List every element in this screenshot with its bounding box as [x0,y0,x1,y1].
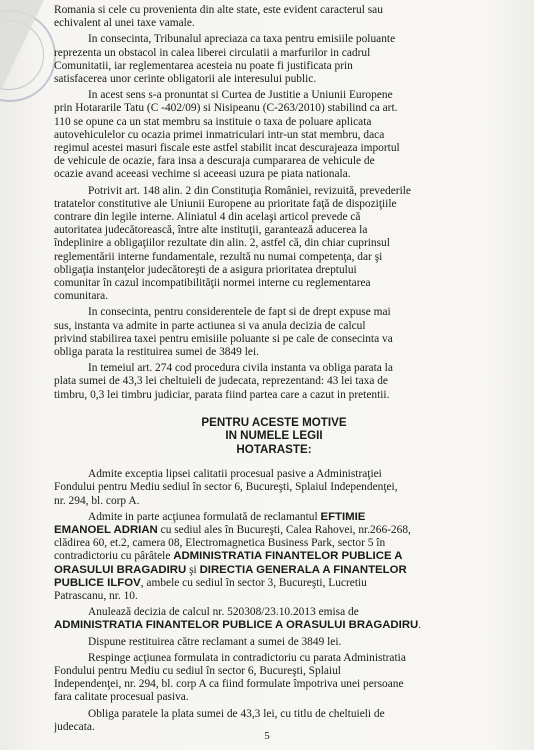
text-line: Patrascanu, nr. 10. [54,589,138,602]
text-line: plata sumei de 43,3 lei cheltuieli de judecata, reprezentand: 43 lei taxa de [54,375,388,388]
party-name: ADMINISTRATIA FINANTELOR PUBLICE A [173,550,403,563]
paragraph-1 [54,4,494,30]
text-line: 110 se opune ca un stat membru sa instituie o taxa de poluare aplicata [54,115,372,128]
text-line: Dispune restituirea către reclamant a sumei de 3849 lei. [88,635,342,648]
paragraph-8 [54,511,494,603]
party-name: DIRECTIA GENERALA A FINANTELOR [199,563,407,576]
text-line: fara calitate procesual pasiva. [54,691,189,704]
text-line: îndeplinire a obligaţiilor rezultate din alin. 2, astfel că, din chiar cuprinsul [54,237,390,250]
page-number: 5 [264,730,270,742]
text-line: clădirea 60, et.2, camera 08, Electromagnetica Business Park, sector 5 în [54,537,386,550]
text-line: Anulează decizia de calcul nr. 520308/23.10.2013 emisa de [88,606,359,619]
party-name: ORASULUI BRAGADIRU [54,563,187,576]
folded-corner [0,0,44,92]
paragraph-3 [54,89,494,181]
text-line: autoritatea judecătorească, între alte instituţii, garantează aducerea la [54,224,368,237]
text-span: contradictoriu cu pârâtele [54,550,174,563]
paragraph-7 [54,468,494,508]
paragraph-2 [54,33,494,86]
text-line: In temeiul art. 274 cod procedura civila instanta va obliga parata la [88,362,393,375]
text-line: comunitar în cazul incompatibilităţii normei interne cu reglementarea [54,277,371,290]
text-line [54,564,494,577]
text-line: Admite exceptia lipsei calitatii procesual pasive a Administraţiei [88,468,382,481]
text-span: , ambele cu sediul în sector 3, Bucureşti, Lucretiu [140,576,367,589]
text-line: sus, instanta va admite in parte actiunea si va anula decizia de calcul [54,319,366,332]
text-line: satisfacerea unor cerinte obligatorii ale interesului public. [54,73,317,86]
text-line: echivalent al unei taxe vamale. [54,17,195,30]
party-name: ADMINISTRATIA FINANTELOR PUBLICE A ORASULUI BRAGADIRU [54,619,419,632]
paragraph-11 [54,652,494,705]
text-line: Romania si cele cu provenienta din alte state, este evident caracterul sau [54,4,383,16]
text-line: reprezenta un obstacol in calea liberei circulatii a marfurilor in cadrul [54,46,371,59]
text-line: obliga parata la restituirea sumei de 3849 lei. [54,346,259,359]
text-line: Fondului pentru Mediu sediul în sector 6, Bucureşti, Splaiul Independenţei, [54,481,398,494]
text-line: autovehiculelor cu ocazia primei inmatriculari intr-un stat membru, daca [54,128,385,141]
text-span: şi [186,563,200,576]
text-line: In acest sens s-a pronuntat si Curtea de Justitie a Uniunii Europene [88,89,393,102]
document-body [54,4,494,737]
heading-line-3: HOTARASTE: [236,442,312,456]
text-line: In consecinta, pentru considerentele de fapt si de drept expuse mai [88,306,391,319]
party-name: PUBLICE ILFOV [54,576,141,589]
heading-line-1: PENTRU ACESTE MOTIVE [201,415,347,429]
ruling-heading [54,416,494,456]
text-line: contrare din legile interne. Aliniatul 4 din acelaşi articol prevede că [54,211,361,224]
text-line: Comunitatii, iar reglementarea acesteia nu poate fi justificata prin [54,59,353,72]
text-line: tratatelor constitutive ale Uniunii Europene au prioritate faţă de dispoziţiile [54,197,397,210]
text-line: judecata. [54,720,95,733]
text-line: Fondului pentru Mediu cu sediul în sector 6, Bucureşti, Splaiul [54,664,341,677]
party-name: EMANOEL ADRIAN [54,523,158,536]
text-line: regimul acestei masuri fiscale este astfel stabilit incat descurajeaza importul [54,142,400,155]
paragraph-10 [54,636,494,649]
text-line: obligaţia instanţelor judecătoreşti de a asigura prioritatea dreptului [54,263,357,276]
text-line: reglementării interne fundamentale, rezultă nu numai competenţa, dar şi [54,250,383,263]
paragraph-6 [54,362,494,402]
text-line [54,577,494,590]
text-line: timbru, 0,3 lei timbru judiciar, parata fiind partea care a cazut in pretentii. [54,388,390,401]
text-line: privind stabilirea taxei pentru emisiile poluante si pe cale de consecinta va [54,332,393,345]
text-line: nr. 294, bl. corp A. [54,494,140,507]
text-line [54,524,494,537]
text-span: cu sediul ales în Bucureşti, Calea Rahovei, nr.266-268, [157,523,411,536]
text-line: prin Hotararile Tatu (C -402/09) si Nisipeanu (C-263/2010) stabilind ca art. [54,102,398,115]
text-span: Admite in parte acţiunea formulată de reclamantul [88,510,321,523]
text-line: Respinge acţiunea formulata in contradictoriu cu parata Administratia [88,651,406,664]
text-line: Independenţei, nr. 294, bl. corp A ca fiind formulate împotriva unei persoane [54,678,404,691]
text-line [54,550,494,563]
text-line [54,619,494,632]
heading-line-2: IN NUMELE LEGII [225,429,323,443]
paragraph-9 [54,606,494,632]
text-line: ocazie avand aceeasi vechime si aceeasi uzura pe piata nationala. [54,168,351,181]
text-line: In consecinta, Tribunalul apreciaza ca taxa pentru emisiile poluante [88,33,396,46]
text-span: . [418,619,422,632]
text-line: comunitara. [54,290,109,303]
party-name: EFTIMIE [320,510,366,523]
text-line [54,511,494,524]
paragraph-4 [54,185,494,304]
paragraph-5 [54,306,494,359]
text-line: de vehicule de ocazie, fara insa a descuraja cumpararea de vehicule de [54,155,375,168]
text-line: Obliga paratele la plata sumei de 43,3 lei, cu titlu de cheltuieli de [88,707,385,720]
text-line: Potrivit art. 148 alin. 2 din Constituţia României, revizuită, prevederile [88,184,411,197]
